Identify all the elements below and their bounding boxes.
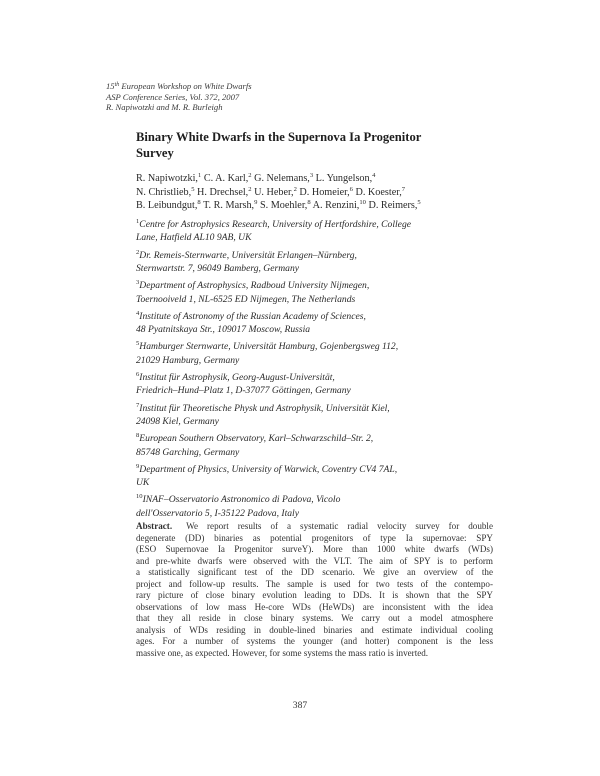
author-affiliation-mark: 2	[293, 185, 297, 193]
author-affiliation-mark: 8	[307, 199, 311, 207]
affiliation-line: 21029 Hamburg, Germany	[136, 354, 240, 366]
affiliation-number: 1	[136, 218, 140, 225]
author-affiliation-mark: 1	[197, 172, 202, 179]
affiliation	[136, 279, 496, 306]
affiliation-line: Toernooiveld 1, NL-6525 ED Nijmegen, The Netherlands	[136, 293, 356, 305]
affiliation-number: 7	[136, 401, 140, 409]
affiliation-line: Department of Physics, University of Warwick, Coventry CV4 7AL,	[139, 463, 398, 475]
author-affiliation-mark: 7	[401, 185, 406, 193]
abstract-text: rary picture of close binary evolution leading to DDs. It is shown that the SPY	[136, 590, 493, 601]
header-editors: R. Napiwotzki and M. R. Burleigh	[106, 102, 223, 112]
author-line	[136, 199, 506, 213]
author-name: T. R. Marsh,	[200, 200, 255, 212]
affiliation-line: European Southern Observatory, Karl–Schwarzschild–Str. 2,	[139, 433, 374, 445]
author-affiliation-mark: 4	[372, 172, 376, 179]
affiliation-line: UK	[136, 477, 150, 489]
affiliation-line: Hamburger Sternwarte, Universität Hamburg, Gojenbergsweg 112,	[139, 341, 399, 353]
affiliation-line: Institut für Astrophysik, Georg-August-Universität,	[139, 372, 335, 384]
author-name: U. Heber,	[251, 186, 294, 198]
affiliation	[136, 218, 496, 245]
abstract-text: project and follow-up results. The sample is used for two tests of the contempo-	[136, 578, 493, 589]
abstract-line	[136, 648, 493, 660]
abstract-line	[136, 579, 493, 591]
header-workshop: 15th European Workshop on White Dwarfs	[106, 81, 252, 91]
author-affiliation-mark: 8	[197, 199, 201, 207]
affiliation	[136, 310, 496, 337]
author-name: D. Koester,	[352, 186, 402, 198]
affiliation-number: 8	[136, 432, 140, 440]
abstract-line	[136, 636, 493, 648]
affiliation-line: 24098 Kiel, Germany	[136, 416, 219, 428]
header-series: ASP Conference Series, Vol. 372, 2007	[106, 91, 240, 102]
abstract-text: that they all reside in close binary systems. We carry out a model atmosphere	[136, 613, 493, 624]
affiliation-number: 3	[136, 279, 140, 287]
abstract-text: We report results of a systematic radial velocity survey for double	[186, 521, 493, 531]
affiliation	[136, 371, 496, 398]
abstract-text: and pre-white dwarfs were observed with the VLT. The aim of SPY is to perform	[136, 555, 493, 566]
author-affiliation-mark: 5	[191, 185, 195, 193]
author-name: N. Christlieb,	[136, 186, 192, 198]
page-number: 387	[292, 700, 308, 711]
affiliation-line: Sternwartstr. 7, 96049 Bamberg, Germany	[136, 263, 299, 275]
author-name: R. Napiwotzki,	[136, 173, 198, 184]
abstract-line	[136, 544, 493, 556]
author-name: B. Leibundgut,	[136, 200, 198, 212]
affiliation-number: 4	[136, 309, 140, 317]
author-affiliation-mark: 9	[254, 199, 258, 207]
abstract-text: massive one, as expected. However, for some systems the mass ratio is inverted.	[136, 648, 429, 659]
abstract-text: (ESO Supernovae Ia Progenitor surveY). More than 1000 white dwarfs (WDs)	[136, 544, 493, 555]
affiliation-line: Department of Astrophysics, Radboud University Nijmegen,	[139, 280, 370, 292]
paper-title: Binary White Dwarfs in the Supernova Ia Progenitor Survey	[136, 130, 422, 160]
affiliation	[136, 493, 496, 520]
author-list	[136, 172, 506, 213]
affiliation-line: Dr. Remeis-Sternwarte, Universität Erlangen–Nürnberg,	[139, 249, 357, 261]
author-affiliation-mark: 5	[417, 199, 421, 207]
abstract-text: analysis of WDs residing in double-lined binaries and estimate individual cooling	[136, 624, 493, 635]
abstract-line	[136, 533, 493, 545]
affiliation-line: 48 Pyatnitskaya Str., 109017 Moscow, Russia	[136, 324, 311, 336]
author-name: G. Nelemans,	[251, 173, 310, 184]
author-affiliation-mark: 10	[359, 199, 366, 207]
affiliation-line: Friedrich–Hund–Platz 1, D-37077 Göttingen, Germany	[136, 385, 351, 397]
abstract-line	[136, 521, 493, 533]
abstract-text: degenerate (DD) binaries as potential progenitors of type Ia supernovae: SPY	[136, 532, 493, 543]
affiliation-number: 2	[136, 248, 140, 256]
affiliation-list	[136, 218, 496, 524]
author-name: D. Reimers,	[365, 200, 418, 212]
author-name: C. A. Karl,	[201, 173, 249, 184]
affiliation-number: 6	[136, 371, 140, 379]
abstract	[136, 521, 493, 660]
affiliation-line: dell'Osservatorio 5, I-35122 Padova, Italy	[136, 507, 299, 519]
affiliation-line: INAF–Osservatorio Astronomico di Padova, Vicolo	[142, 494, 341, 506]
affiliation	[136, 463, 496, 490]
affiliation-number: 10	[136, 493, 143, 501]
affiliation	[136, 402, 496, 429]
author-name: H. Drechsel,	[194, 186, 249, 198]
abstract-line	[136, 567, 493, 579]
author-name: D. Homeier,	[296, 186, 350, 198]
running-header	[106, 81, 252, 113]
affiliation-number: 9	[136, 462, 140, 470]
affiliation-line: Centre for Astrophysics Research, University of Hertfordshire, College	[139, 219, 411, 230]
author-line	[136, 186, 506, 200]
abstract-line	[136, 625, 493, 637]
abstract-line	[136, 602, 493, 614]
abstract-line	[136, 590, 493, 602]
affiliation-number: 5	[136, 340, 140, 348]
affiliation-line: Lane, Hatfield AL10 9AB, UK	[136, 232, 252, 244]
abstract-text: observations of low mass He-core WDs (HeWDs) are inconsistent with the idea	[136, 601, 493, 612]
affiliation	[136, 340, 496, 367]
abstract-text: a statistically significant test of the DD scenario. We give an overview of the	[136, 567, 493, 578]
abstract-text: ages. For a number of systems the younger (and hotter) component is the less	[136, 636, 493, 647]
affiliation	[136, 432, 496, 459]
abstract-label: Abstract.	[136, 521, 173, 531]
author-name: A. Renzini,	[310, 200, 360, 212]
author-affiliation-mark: 2	[248, 185, 252, 193]
author-affiliation-mark: 3	[309, 172, 314, 179]
author-name: L. Yungelson,	[313, 173, 373, 184]
affiliation-line: Institut für Theoretische Physk und Astrophysik, Universität Kiel,	[139, 402, 390, 414]
affiliation-line: 85748 Garching, Germany	[136, 446, 240, 458]
abstract-line	[136, 613, 493, 625]
author-affiliation-mark: 6	[349, 185, 353, 193]
author-affiliation-mark: 2	[248, 172, 252, 179]
affiliation	[136, 249, 496, 276]
author-name: S. Moehler,	[257, 200, 308, 212]
author-line	[136, 172, 506, 186]
abstract-line	[136, 556, 493, 568]
affiliation-line: Institute of Astronomy of the Russian Academy of Sciences,	[139, 310, 366, 322]
